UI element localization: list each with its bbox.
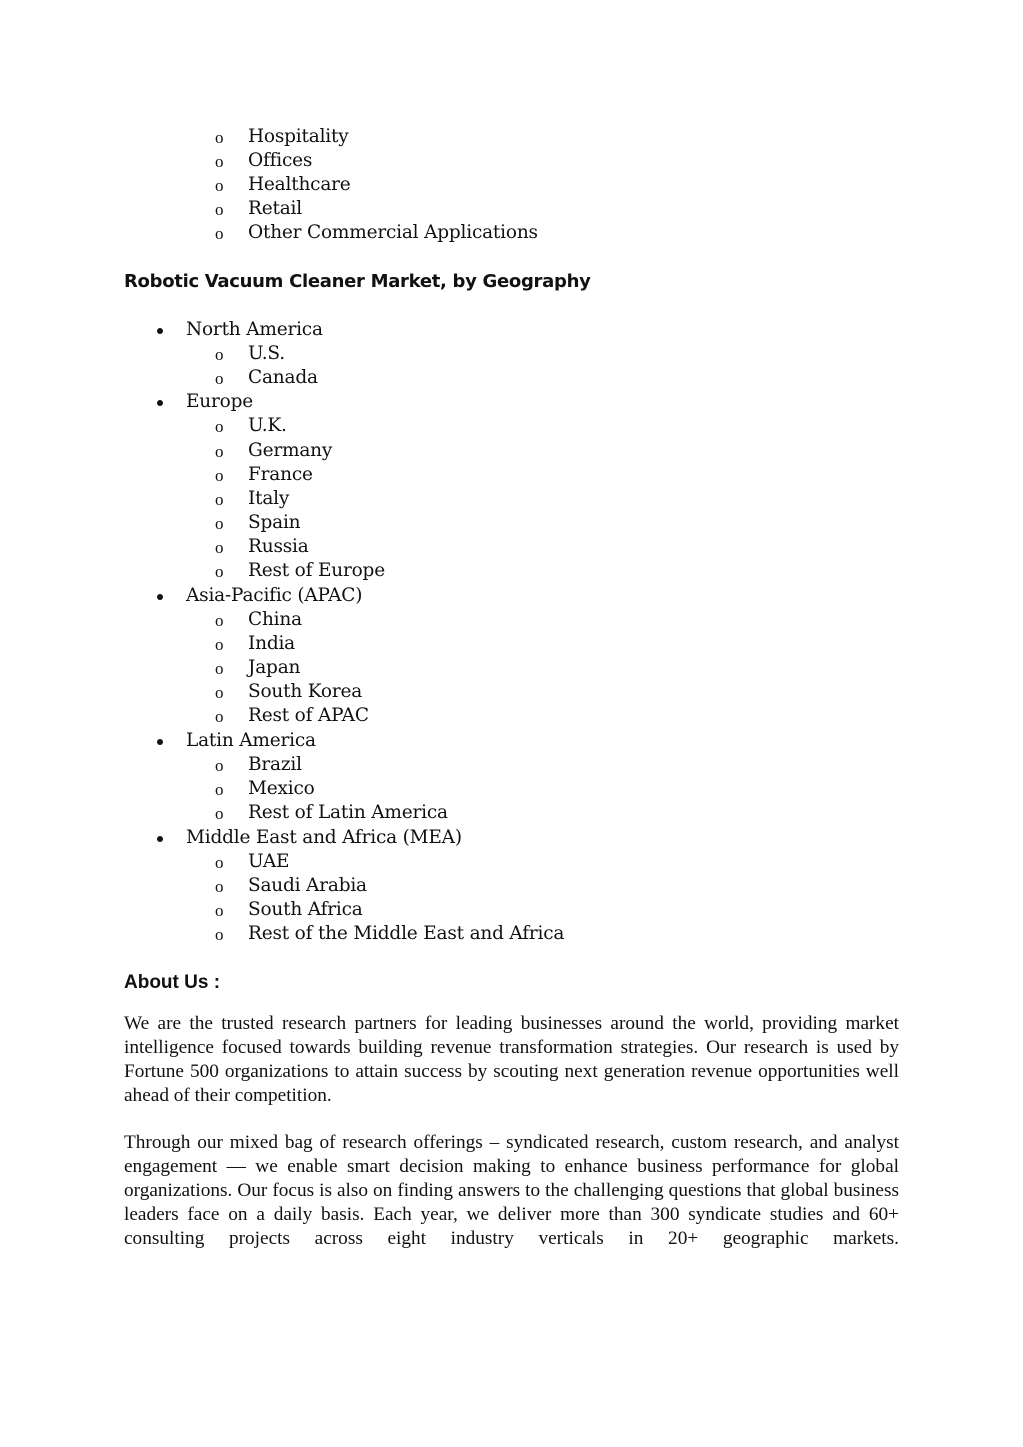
hollow-bullet-icon: o <box>215 804 224 823</box>
hollow-bullet-icon: o <box>215 200 224 219</box>
region-item: Asia-Pacific (APAC) <box>186 585 363 606</box>
hollow-bullet-icon: o <box>215 925 224 944</box>
hollow-bullet-icon: o <box>215 152 224 171</box>
region-item: Middle East and Africa (MEA) <box>186 827 462 848</box>
hollow-bullet-icon: o <box>215 780 224 799</box>
hollow-bullet-icon: o <box>215 466 224 485</box>
hollow-bullet-icon: o <box>215 128 224 147</box>
hollow-bullet-icon: o <box>215 707 224 726</box>
region-item: Latin America <box>186 730 316 751</box>
country-item: China <box>248 609 302 630</box>
region-item: North America <box>186 319 323 340</box>
bullet-icon <box>157 328 163 334</box>
list-item: Hospitality <box>248 126 349 147</box>
country-item: Japan <box>248 657 301 678</box>
about-paragraph-1: We are the trusted research partners for leading businesses around the world, providing market intelligence focused towards building revenue transformation strategies. Our research is used by Fortune 500 organizations to attain success by scouting next generation revenue opportunities well ahead of their competition. <box>124 1013 899 1106</box>
country-item: Saudi Arabia <box>248 875 367 896</box>
country-item: Spain <box>248 512 301 533</box>
country-item: Rest of Latin America <box>248 802 448 823</box>
list-item: Offices <box>248 150 313 171</box>
country-item: UAE <box>248 851 290 872</box>
bullet-icon <box>157 836 163 842</box>
list-item: Retail <box>248 198 302 219</box>
hollow-bullet-icon: o <box>215 345 224 364</box>
hollow-bullet-icon: o <box>215 176 224 195</box>
hollow-bullet-icon: o <box>215 369 224 388</box>
hollow-bullet-icon: o <box>215 683 224 702</box>
hollow-bullet-icon: o <box>215 611 224 630</box>
hollow-bullet-icon: o <box>215 901 224 920</box>
hollow-bullet-icon: o <box>215 635 224 654</box>
country-item: Mexico <box>248 778 315 799</box>
list-item: Other Commercial Applications <box>248 222 538 243</box>
hollow-bullet-icon: o <box>215 877 224 896</box>
country-item: France <box>248 464 313 485</box>
country-item: Rest of the Middle East and Africa <box>248 923 565 944</box>
country-item: Brazil <box>248 754 302 775</box>
hollow-bullet-icon: o <box>215 756 224 775</box>
country-item: South Korea <box>248 681 363 702</box>
bullet-icon <box>157 594 163 600</box>
country-item: South Africa <box>248 899 363 920</box>
country-item: Italy <box>248 488 290 509</box>
region-item: Europe <box>186 391 253 412</box>
hollow-bullet-icon: o <box>215 224 224 243</box>
hollow-bullet-icon: o <box>215 417 224 436</box>
hollow-bullet-icon: o <box>215 562 224 581</box>
country-item: Canada <box>248 367 318 388</box>
hollow-bullet-icon: o <box>215 853 224 872</box>
hollow-bullet-icon: o <box>215 490 224 509</box>
country-item: India <box>248 633 296 654</box>
country-item: Rest of Europe <box>248 560 385 581</box>
hollow-bullet-icon: o <box>215 442 224 461</box>
list-item: Healthcare <box>248 174 351 195</box>
hollow-bullet-icon: o <box>215 538 224 557</box>
geography-heading: Robotic Vacuum Cleaner Market, by Geography <box>124 271 591 292</box>
about-heading: About Us : <box>124 972 221 993</box>
country-item: Rest of APAC <box>248 705 369 726</box>
country-item: U.S. <box>248 343 285 364</box>
country-item: Germany <box>248 440 333 461</box>
country-item: U.K. <box>248 415 287 436</box>
country-item: Russia <box>248 536 309 557</box>
bullet-icon <box>157 400 163 406</box>
bullet-icon <box>157 739 163 745</box>
hollow-bullet-icon: o <box>215 659 224 678</box>
about-paragraph-2: Through our mixed bag of research offerings – syndicated research, custom research, and analyst engagement — we enable smart decision making to enhance business performance for global organizations. Our focus is also on finding answers to the challenging questions that global business leaders face on a daily basis. Each year, we deliver more than 300 syndicate studies and 60+ consulting projects across eight industry verticals in 20+ geographic markets. <box>124 1132 899 1249</box>
hollow-bullet-icon: o <box>215 514 224 533</box>
